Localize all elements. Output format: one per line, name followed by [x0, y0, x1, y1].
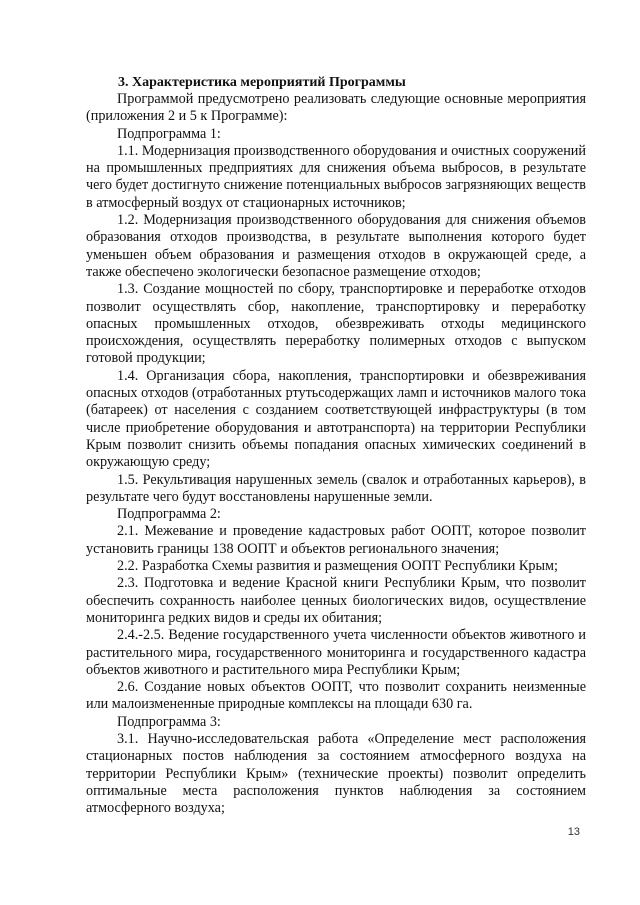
measure-1-3: 1.3. Создание мощностей по сбору, транспортировке и переработке отходов позволит осуществлять сбор, накопление, транспортировку и переработку опасных промышленных отходов, обезвреживать отходы медицинского происхождения, осуществлять переработку полимерных отходов с выпуском готовой продукции; — [86, 281, 586, 367]
measure-1-1: 1.1. Модернизация производственного оборудования и очистных сооружений на промышленных предприятиях для снижения объема выбросов, в результате чего будет достигнуто снижение потенциальных выбросов загрязняющих веществ в атмосферный воздух от стационарных источников; — [86, 142, 586, 211]
measure-1-4: 1.4. Организация сбора, накопления, транспортировки и обезвреживания опасных отходов (отработанных ртутьсодержащих ламп и источников малого тока (батареек) от населения с созданием соответствующей инфраструктуры (в том числе приобретение оборудования и автотранспорта) на территории Республики Крым позволит снизить объемы попадания опасных химических соединений в окружающую среду; — [86, 367, 586, 471]
section-intro: Программой предусмотрено реализовать следующие основные мероприятия (приложения 2 и 5 к Программе): — [86, 91, 586, 125]
subprogram-2-title: Подпрограмма 2: — [117, 506, 221, 523]
measure-3-1: 3.1. Научно-исследовательская работа «Определение мест расположения стационарных постов наблюдения за состоянием атмосферного воздуха на территории Республики Крым» (технические проекты) позволит определить оптимальные места расположения пунктов наблюдения за состоянием атмосферного воздуха; — [86, 730, 586, 817]
measure-2-2: 2.2. Разработка Схемы развития и размещения ООПТ Республики Крым; — [117, 558, 558, 575]
measure-1-5: 1.5. Рекультивация нарушенных земель (свалок и отработанных карьеров), в результате чего будут восстановлены нарушенные земли. — [86, 471, 586, 505]
page-number: 13 — [567, 826, 580, 838]
subprogram-3-title: Подпрограмма 3: — [117, 713, 221, 730]
measure-1-2: 1.2. Модернизация производственного оборудования для снижения объемов образования отходов производства, в результате выполнения которого будет уменьшен объем образования и размещения отходов в окружающей среде, а также обеспечено экологически безопасное размещение отходов; — [86, 212, 586, 280]
measure-2-6: 2.6. Создание новых объектов ООПТ, что позволит сохранить неизменные или малоизмененные природные комплексы на площади 630 га. — [86, 679, 586, 713]
measure-2-1: 2.1. Межевание и проведение кадастровых работ ООПТ, которое позволит установить границы 138 ООПТ и объектов регионального значения; — [86, 523, 586, 557]
measure-2-4-2-5: 2.4.-2.5. Ведение государственного учета численности объектов животного и растительного мира, государственного мониторинга и государственного кадастра объектов животного и растительного мира Республики Крым; — [86, 627, 586, 678]
section-heading: 3. Характеристика мероприятий Программы — [118, 75, 406, 90]
measure-2-3: 2.3. Подготовка и ведение Красной книги Республики Крым, что позволит обеспечить сохранность наиболее ценных биологических видов, осуществление мониторинга редких видов и среды их обитания; — [86, 575, 586, 626]
subprogram-1-title: Подпрограмма 1: — [117, 125, 221, 142]
document-page — [86, 60, 586, 817]
